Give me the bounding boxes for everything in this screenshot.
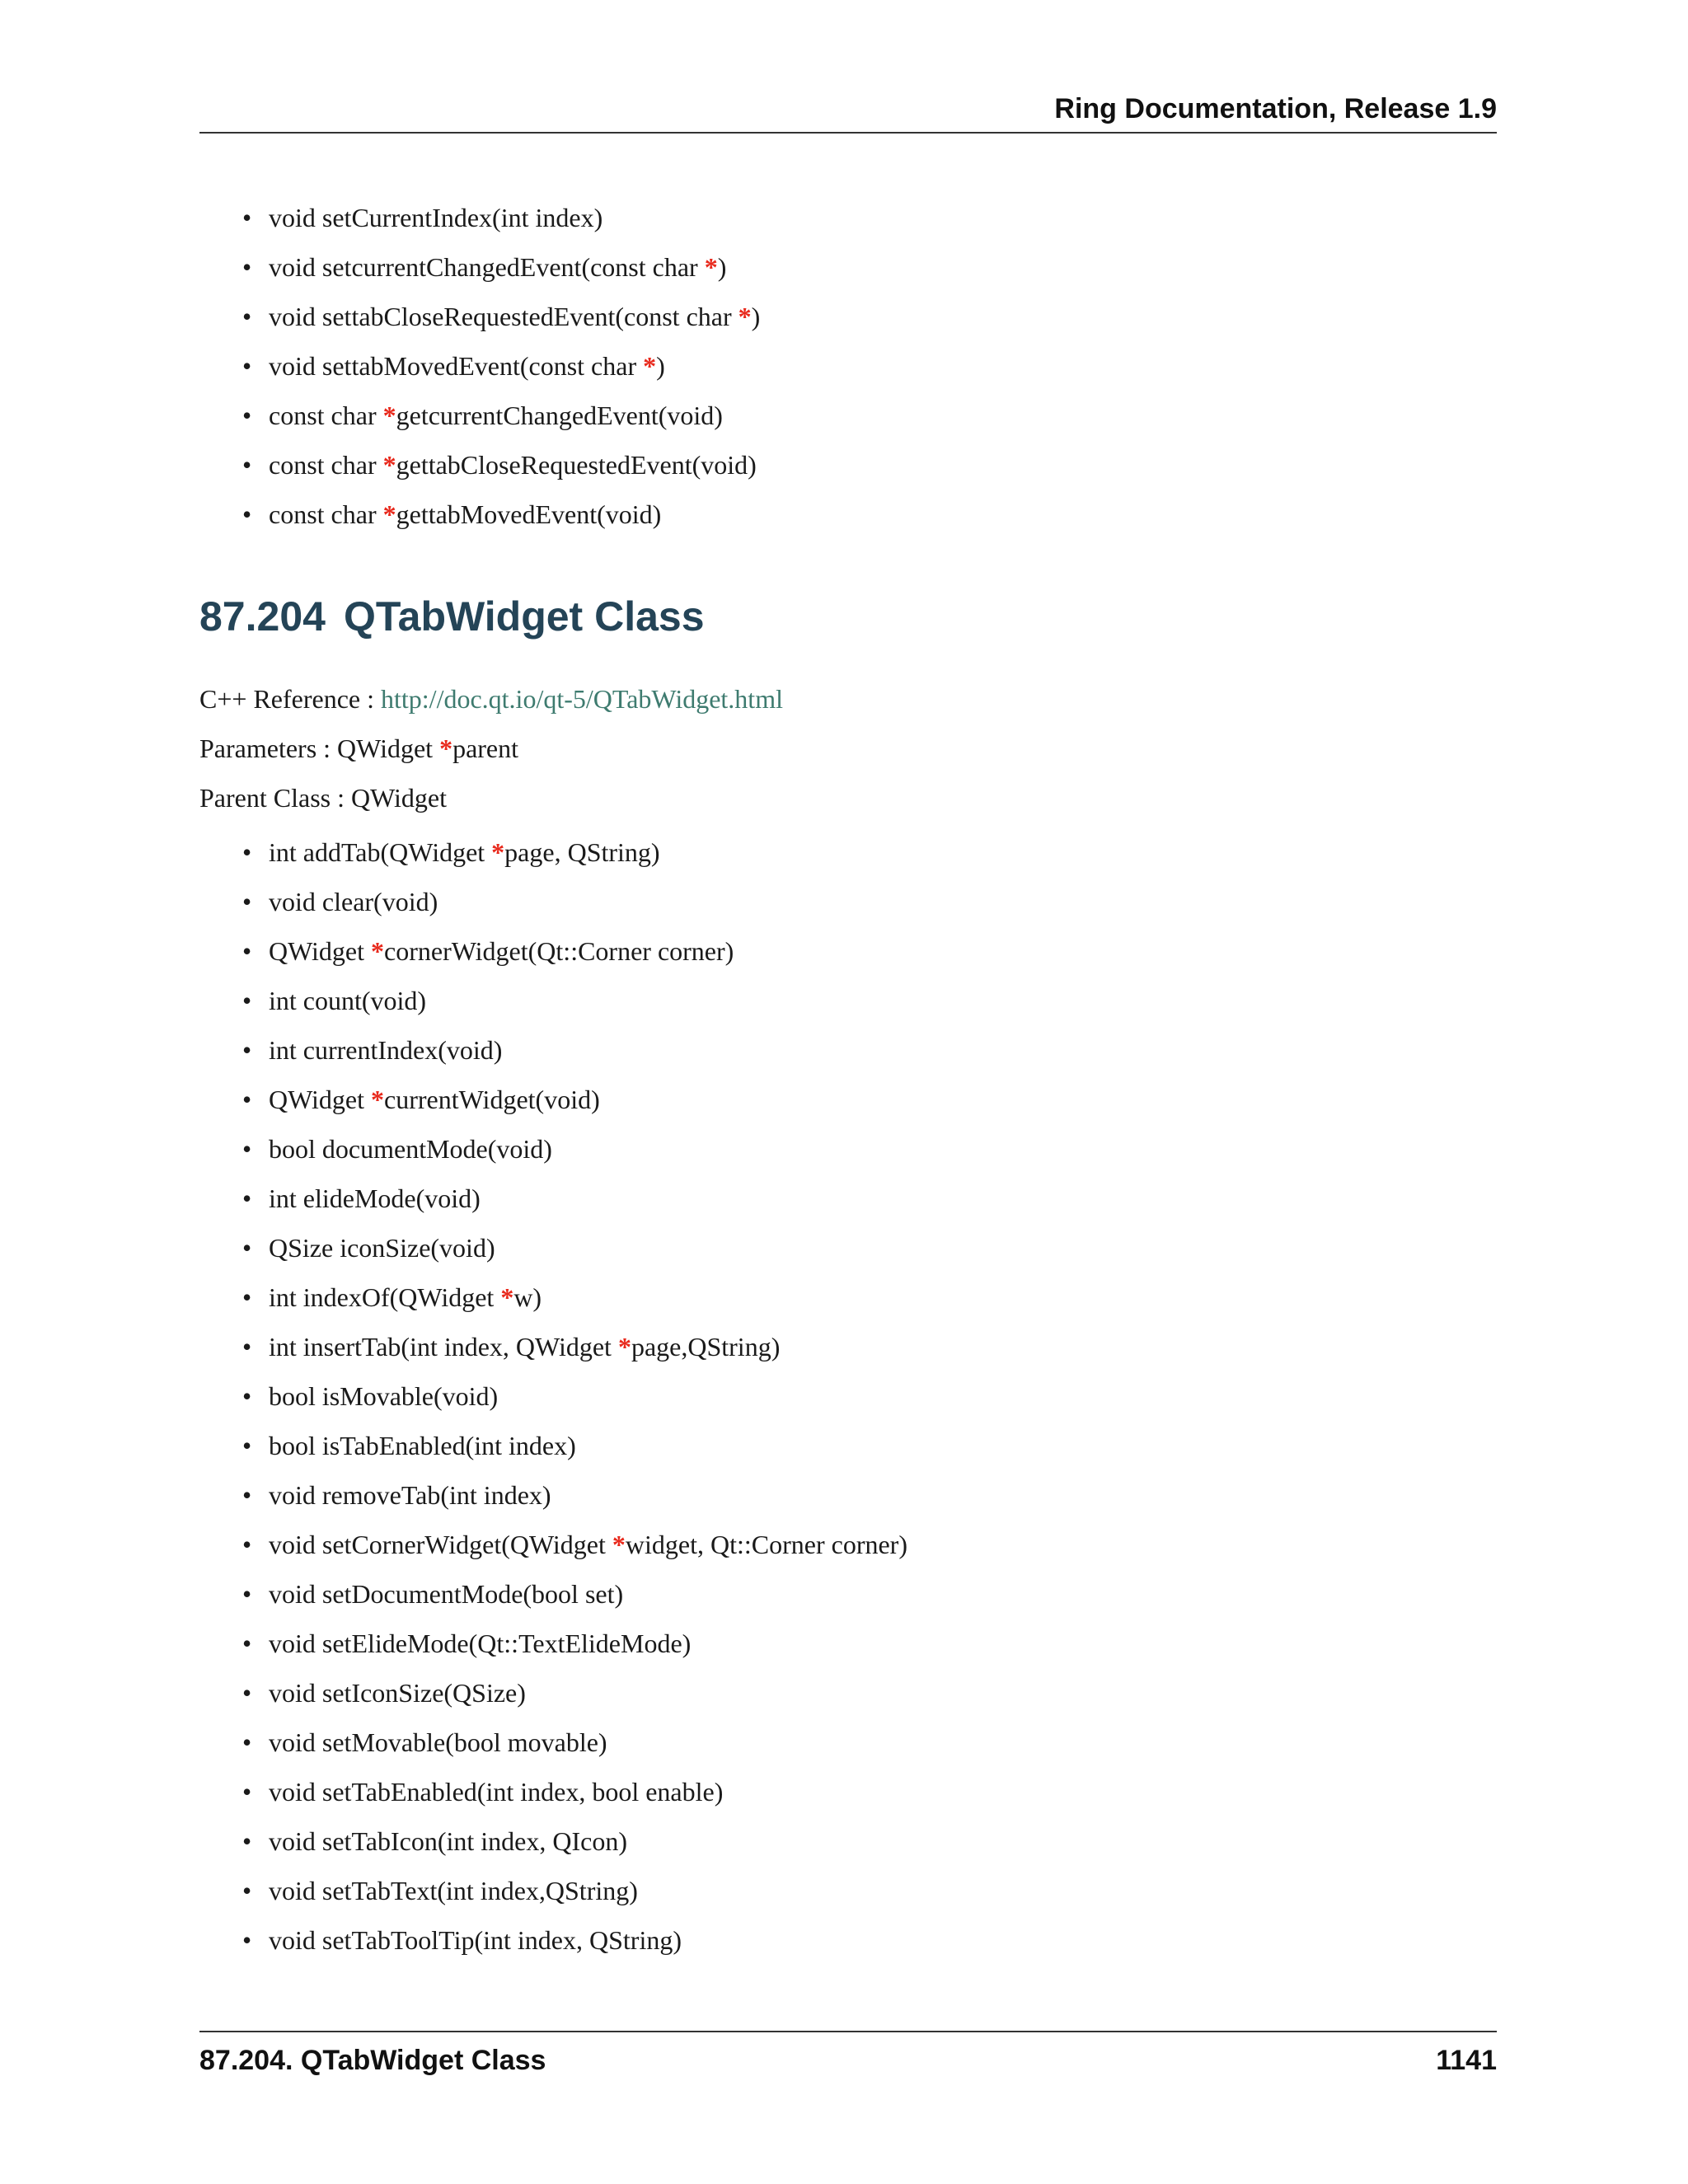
list-item: • void clear(void) <box>242 887 438 916</box>
list-item: • bool isTabEnabled(int index) <box>242 1431 576 1460</box>
list-item: • int elideMode(void) <box>242 1183 481 1213</box>
footer-section: 87.204. QTabWidget Class <box>199 2045 546 2076</box>
bullet-icon: • <box>242 1876 252 1905</box>
previous-methods-list <box>242 201 760 547</box>
list-item: • const char *gettabCloseRequestedEvent(void) <box>242 450 757 480</box>
bullet-icon: • <box>242 1431 252 1460</box>
bullet-icon: • <box>242 837 252 867</box>
bullet-icon: • <box>242 1530 252 1559</box>
list-item: • const char *gettabMovedEvent(void) <box>242 499 662 529</box>
bullet-icon: • <box>242 401 252 430</box>
parameters-label: Parameters : QWidget <box>199 733 440 763</box>
list-item: • int currentIndex(void) <box>242 1035 503 1065</box>
cpp-reference-line <box>199 682 783 715</box>
bullet-icon: • <box>242 887 252 916</box>
bullet-icon: • <box>242 450 252 480</box>
bullet-icon: • <box>242 1183 252 1213</box>
bullet-icon: • <box>242 1826 252 1856</box>
parent-class-line <box>199 781 447 814</box>
list-item: • void settabCloseRequestedEvent(const char *) <box>242 302 761 331</box>
parameters-line <box>199 732 518 765</box>
list-item: • bool isMovable(void) <box>242 1381 499 1411</box>
reference-label: C++ Reference : <box>199 684 381 714</box>
bullet-icon: • <box>242 1233 252 1263</box>
section-heading <box>199 592 705 641</box>
list-item: • const char *getcurrentChangedEvent(void) <box>242 401 723 430</box>
bullet-icon: • <box>242 1282 252 1312</box>
bullet-icon: • <box>242 1134 252 1164</box>
list-item: • void setCornerWidget(QWidget *widget, Qt::Corner corner) <box>242 1530 907 1559</box>
bullet-icon: • <box>242 1085 252 1114</box>
list-item: • void setTabIcon(int index, QIcon) <box>242 1826 627 1856</box>
methods-list <box>242 836 907 1973</box>
list-item: • QWidget *cornerWidget(Qt::Corner corner) <box>242 936 734 966</box>
bullet-icon: • <box>242 499 252 529</box>
list-item: • void setIconSize(QSize) <box>242 1678 526 1708</box>
list-item: • void removeTab(int index) <box>242 1480 551 1510</box>
parameters-value: parent <box>452 733 519 763</box>
bullet-icon: • <box>242 1332 252 1361</box>
list-item: • void setCurrentIndex(int index) <box>242 203 603 232</box>
reference-link[interactable]: http://doc.qt.io/qt-5/QTabWidget.html <box>381 684 783 714</box>
list-item: • void setcurrentChangedEvent(const char *) <box>242 252 727 282</box>
bullet-icon: • <box>242 1629 252 1658</box>
bullet-icon: • <box>242 1678 252 1708</box>
header-title: Ring Documentation, Release 1.9 <box>1054 93 1497 124</box>
bullet-icon: • <box>242 1727 252 1757</box>
section-title: QTabWidget Class <box>343 593 705 640</box>
section-number: 87.204 <box>199 593 326 640</box>
running-footer <box>199 2031 1497 2077</box>
list-item: • void setTabText(int index,QString) <box>242 1876 638 1905</box>
bullet-icon: • <box>242 986 252 1015</box>
document-page <box>199 0 1497 2184</box>
list-item: • int count(void) <box>242 986 427 1015</box>
list-item: • int indexOf(QWidget *w) <box>242 1282 542 1312</box>
bullet-icon: • <box>242 936 252 966</box>
bullet-icon: • <box>242 1381 252 1411</box>
list-item: • QSize iconSize(void) <box>242 1233 495 1263</box>
bullet-icon: • <box>242 1925 252 1955</box>
list-item: • bool documentMode(void) <box>242 1134 552 1164</box>
bullet-icon: • <box>242 1777 252 1807</box>
bullet-icon: • <box>242 1035 252 1065</box>
bullet-icon: • <box>242 203 252 232</box>
bullet-icon: • <box>242 302 252 331</box>
running-header <box>199 92 1497 134</box>
list-item: • QWidget *currentWidget(void) <box>242 1085 600 1114</box>
list-item: • void settabMovedEvent(const char *) <box>242 351 665 381</box>
parent-class: Parent Class : QWidget <box>199 783 447 813</box>
list-item: • void setDocumentMode(bool set) <box>242 1579 624 1609</box>
list-item: • void setMovable(bool movable) <box>242 1727 607 1757</box>
bullet-icon: • <box>242 1480 252 1510</box>
bullet-icon: • <box>242 1579 252 1609</box>
pointer-star: * <box>439 733 453 763</box>
bullet-icon: • <box>242 351 252 381</box>
list-item: • void setElideMode(Qt::TextElideMode) <box>242 1629 692 1658</box>
list-item: • int addTab(QWidget *page, QString) <box>242 837 660 867</box>
bullet-icon: • <box>242 252 252 282</box>
list-item: • void setTabEnabled(int index, bool enable) <box>242 1777 724 1807</box>
list-item: • void setTabToolTip(int index, QString) <box>242 1925 682 1955</box>
page-number: 1141 <box>1436 2045 1497 2076</box>
list-item: • int insertTab(int index, QWidget *page,QString) <box>242 1332 781 1361</box>
